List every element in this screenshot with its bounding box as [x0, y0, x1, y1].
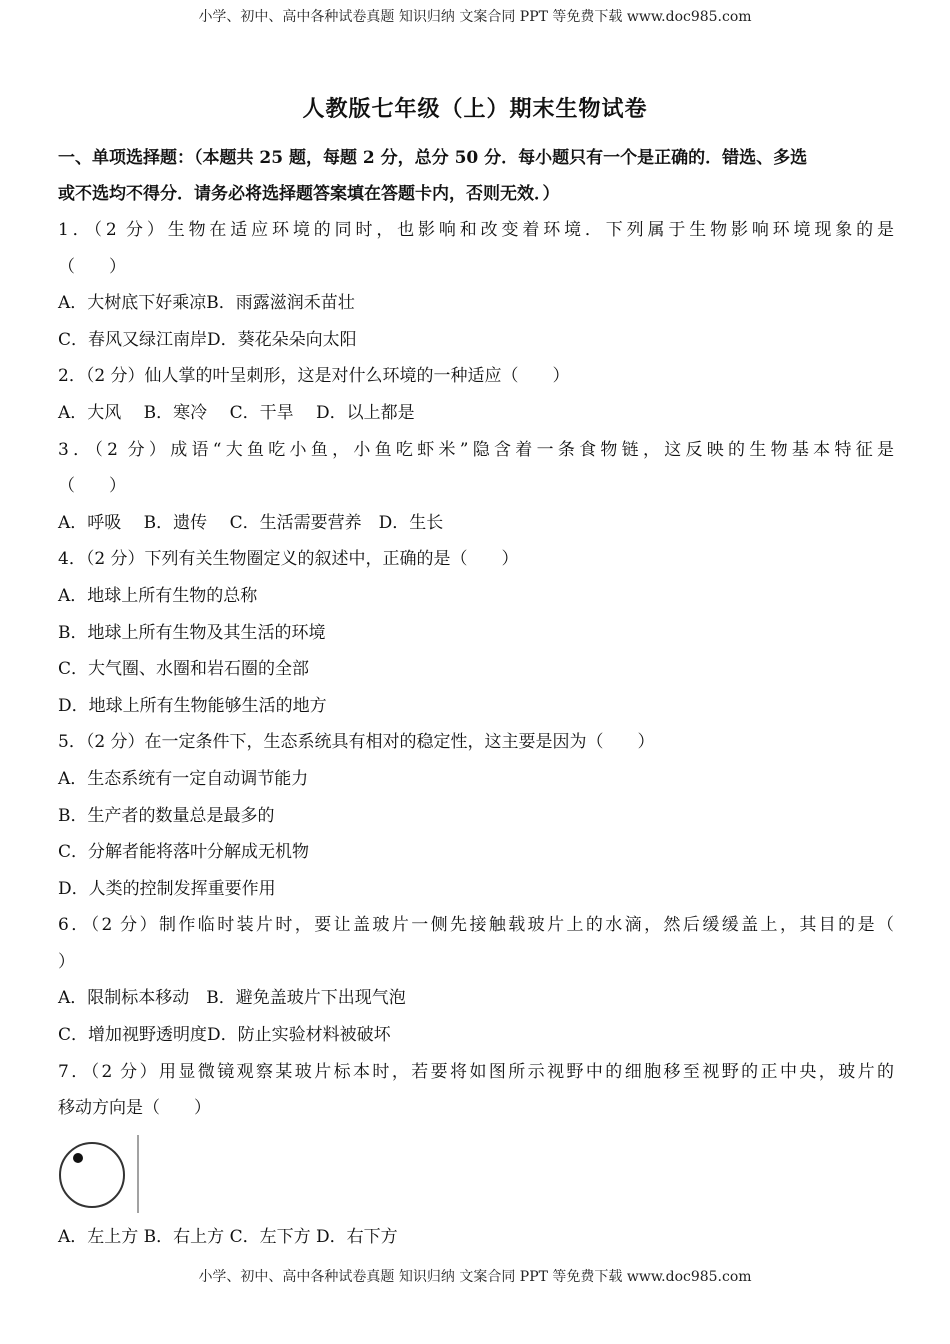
question-5-option-c: C．分解者能将落叶分解成无机物 — [58, 842, 310, 863]
section-heading-line-2: 或不选均不得分．请务必将选择题答案填在答题卡内，否则无效．） — [58, 184, 560, 204]
question-7 — [58, 1054, 894, 1256]
question-6-options-cd: C．增加视野透明度D．防止实验材料被破坏 — [58, 1025, 391, 1046]
question-1-stem: 1．（2 分）生物在适应环境的同时，也影响和改变着环境．下列属于生物影响环境现象的是 — [58, 220, 894, 240]
microscope-field-figure — [58, 1133, 894, 1217]
question-5 — [58, 724, 894, 907]
microscope-field-diagram — [58, 1133, 148, 1215]
question-2-stem: 2．（2 分）仙人掌的叶呈刺形，这是对什么环境的一种适应（ ） — [58, 366, 570, 387]
question-7-stem: 7．（2 分）用显微镜观察某玻片标本时，若要将如图所示视野中的细胞移至视野的正中央，玻片的 — [58, 1061, 894, 1082]
question-2-options: A．大风 B．寒冷 C．干旱 D．以上都是 — [58, 402, 415, 423]
question-5-option-b: B．生产者的数量总是最多的 — [58, 805, 275, 826]
question-4-stem: 4．（2 分）下列有关生物圈定义的叙述中，正确的是（ ） — [58, 549, 519, 570]
question-3 — [58, 432, 894, 542]
exam-title: 人教版七年级（上）期末生物试卷 — [302, 96, 648, 122]
question-6-stem: 6．（2 分）制作临时装片时，要让盖玻片一侧先接触载玻片上的水滴，然后缓缓盖上，其目的是（ — [58, 915, 894, 936]
question-5-option-d: D．人类的控制发挥重要作用 — [58, 878, 276, 899]
question-6-stem-cont: ） — [58, 951, 75, 972]
page-header: 小学、初中、高中各种试卷真题 知识归纳 文案合同 PPT 等免费下载 www.doc985.com — [198, 9, 752, 25]
question-1 — [58, 212, 894, 358]
question-1-stem-cont: （ ） — [58, 256, 126, 277]
question-7-stem-cont: 移动方向是（ ） — [58, 1098, 211, 1119]
question-7-options: A．左上方 B．右上方 C．左下方 D．右下方 — [58, 1226, 398, 1247]
question-3-stem-cont: （ ） — [58, 476, 126, 497]
question-5-option-a: A．生态系统有一定自动调节能力 — [58, 768, 309, 789]
question-3-stem: 3．（2 分）成语“大鱼吃小鱼，小鱼吃虾米”隐含着一条食物链，这反映的生物基本特征是 — [58, 439, 894, 460]
question-4 — [58, 541, 894, 724]
question-6-options-ab: A．限制标本移动 B．避免盖玻片下出现气泡 — [58, 988, 406, 1009]
question-1-options-ab: A．大树底下好乘凉B．雨露滋润禾苗壮 — [58, 293, 355, 314]
question-2 — [58, 358, 894, 431]
field-of-view-circle — [60, 1143, 124, 1207]
cell-dot — [73, 1153, 83, 1163]
question-4-option-b: B．地球上所有生物及其生活的环境 — [58, 622, 326, 643]
question-3-options: A．呼吸 B．遗传 C．生活需要营养 D．生长 — [58, 512, 444, 533]
question-5-stem: 5．（2 分）在一定条件下，生态系统具有相对的稳定性，这主要是因为（ ） — [58, 732, 655, 753]
section-heading-line-1: 一、单项选择题：（本题共 25 题，每题 2 分，总分 50 分．每小题只有一个是正确的．错选、多选 — [58, 148, 808, 168]
question-1-options-cd: C．春风又绿江南岸D．葵花朵朵向太阳 — [58, 329, 357, 350]
question-4-option-c: C．大气圈、水圈和岩石圈的全部 — [58, 659, 310, 680]
page-footer: 小学、初中、高中各种试卷真题 知识归纳 文案合同 PPT 等免费下载 www.doc985.com — [198, 1269, 752, 1285]
question-4-option-d: D．地球上所有生物能够生活的地方 — [58, 695, 327, 716]
question-4-option-a: A．地球上所有生物的总称 — [58, 585, 258, 606]
question-6 — [58, 907, 894, 1053]
exam-content — [58, 140, 894, 1255]
